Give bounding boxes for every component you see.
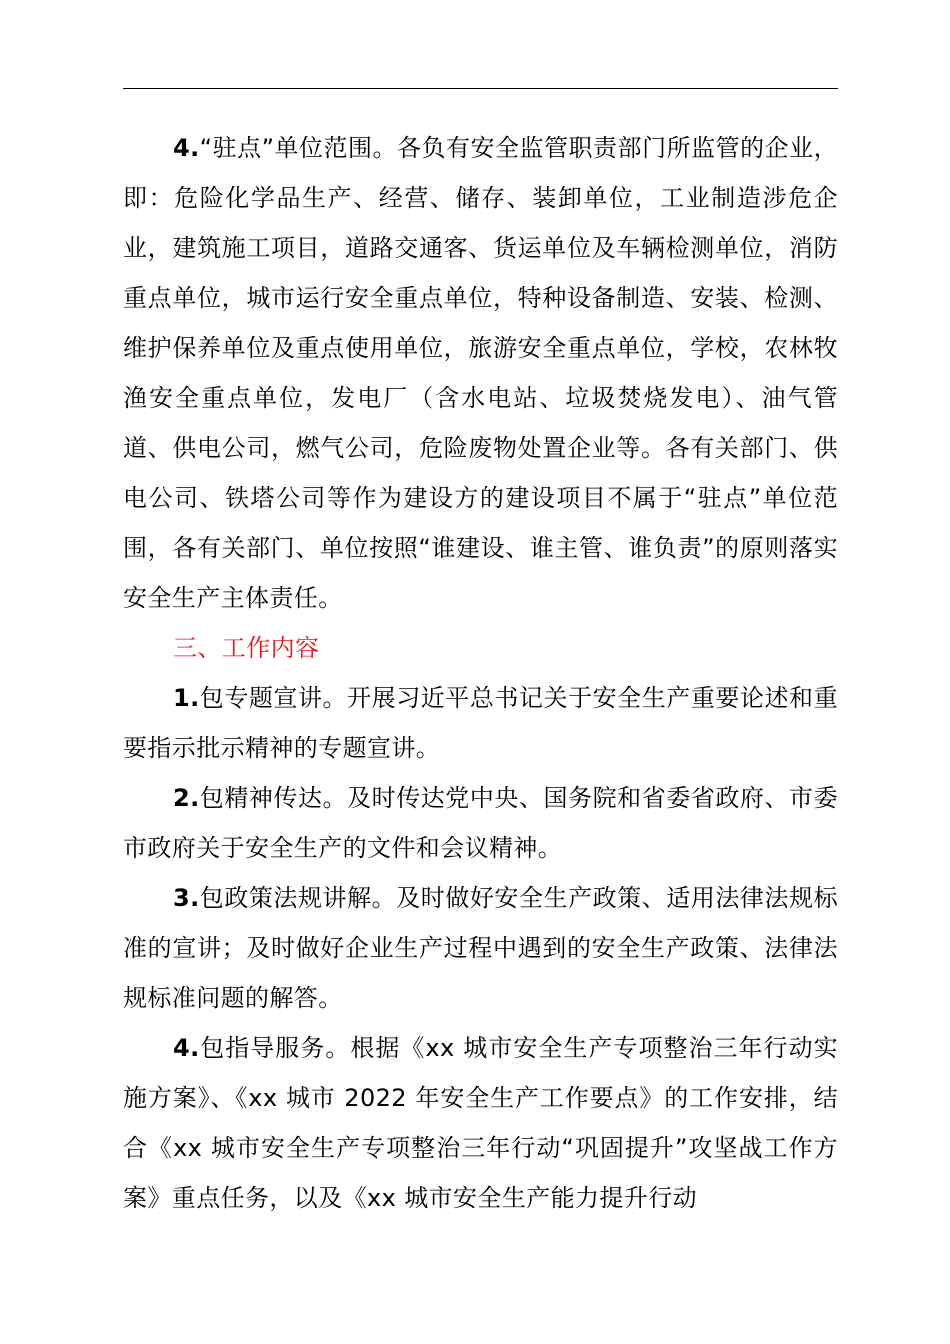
- item-text: 包指导服务。根据《xx 城市安全生产专项整治三年行动实施方案》、《xx 城市 2022 年安全生产工作要点》的工作安排，结合《xx 城市安全生产专项整治三年行动“巩固提升”攻坚战工作方案》重点任务，以及《xx 城市安全生产能力提升行动: [123, 1034, 838, 1212]
- list-item: [123, 873, 838, 1023]
- item-text: 包精神传达。及时传达党中央、国务院和省委省政府、市委市政府关于安全生产的文件和会议精神。: [123, 784, 838, 862]
- header-rule: [123, 88, 838, 89]
- item-number: 2.: [173, 784, 200, 812]
- item-number: 1.: [173, 684, 200, 712]
- item-number: 4.: [173, 1034, 200, 1062]
- list-item: [123, 773, 838, 873]
- paragraph-number: 4.: [173, 134, 200, 162]
- paragraph-scope: [123, 123, 838, 623]
- list-item: [123, 673, 838, 773]
- document-body: [123, 123, 838, 1223]
- item-text: 包专题宣讲。开展习近平总书记关于安全生产重要论述和重要指示批示精神的专题宣讲。: [123, 684, 838, 762]
- item-text: 包政策法规讲解。及时做好安全生产政策、适用法律法规标准的宣讲；及时做好企业生产过程中遇到的安全生产政策、法律法规标准问题的解答。: [123, 884, 838, 1012]
- list-item: [123, 1023, 838, 1223]
- paragraph-text: “驻点”单位范围。各负有安全监管职责部门所监管的企业，即：危险化学品生产、经营、储存、装卸单位，工业制造涉危企业，建筑施工项目，道路交通客、货运单位及车辆检测单位，消防重点单位，城市运行安全重点单位，特种设备制造、安装、检测、维护保养单位及重点使用单位，旅游安全重点单位，学校，农林牧渔安全重点单位，发电厂（含水电站、垃圾焚烧发电）、油气管道、供电公司，燃气公司，危险废物处置企业等。各有关部门、供电公司、铁塔公司等作为建设方的建设项目不属于“驻点”单位范围，各有关部门、单位按照“谁建设、谁主管、谁负责”的原则落实安全生产主体责任。: [123, 134, 838, 612]
- section-heading: 三、工作内容: [173, 634, 320, 662]
- item-number: 3.: [173, 884, 200, 912]
